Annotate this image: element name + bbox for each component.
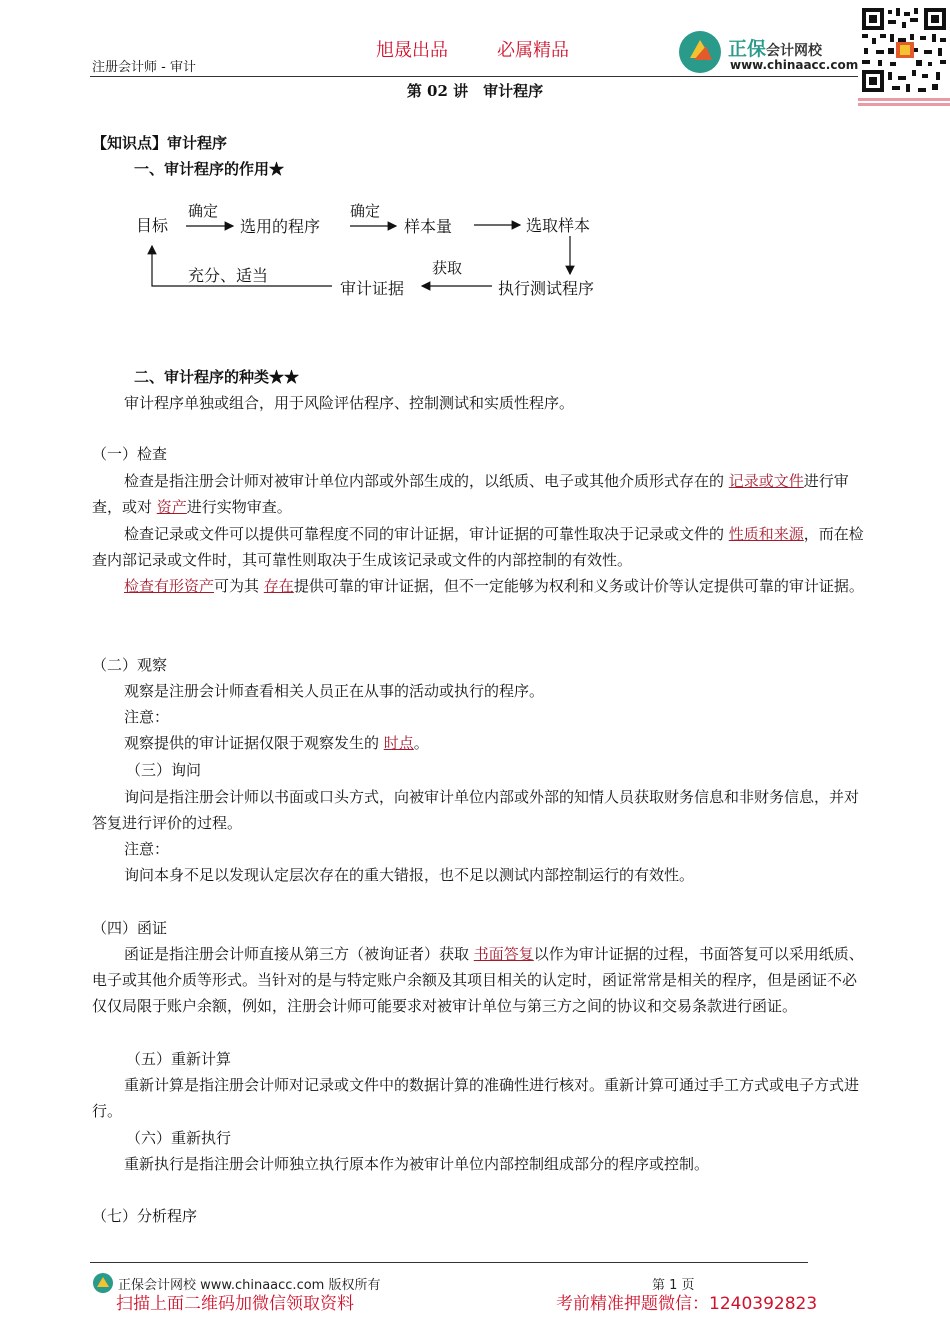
inspect-paragraph-1: 检查是指注册会计师对被审计单位内部或外部生成的，以纸质、电子或其他介质形式存在的 记录或文件进行审查，或对 资产进行实物审查。 xyxy=(92,472,849,516)
footer-qr-promo: 扫描上面二维码加微信领取资料 xyxy=(116,1294,354,1314)
footer-page-number: 第 1 页 xyxy=(652,1278,695,1293)
observe-paragraph-2: 观察提供的审计证据仅限于观察发生的 时点。 xyxy=(124,734,429,752)
diagram-node-select-procedure: 选用的程序 xyxy=(240,217,321,236)
inquiry-paragraph-2: 询问本身不足以发现认定层次存在的重大错报，也不足以测试内部控制运行的有效性。 xyxy=(124,866,695,884)
analytical-procedures-title: （七）分析程序 xyxy=(92,1207,198,1225)
footer-wechat-promo: 考前精准押题微信：1240392823 xyxy=(556,1294,818,1314)
reperformance-paragraph-1: 重新执行是指注册会计师独立执行原本作为被审计单位内部控制组成部分的程序或控制。 xyxy=(124,1155,710,1173)
header-course: 注册会计师 - 审计 xyxy=(92,60,196,75)
diagram-node-exec-test: 执行测试程序 xyxy=(498,279,595,298)
keyword-assets: 资产 xyxy=(156,498,187,516)
keyword-nature-source: 性质和来源 xyxy=(728,525,804,543)
diagram-node-target: 目标 xyxy=(136,216,169,235)
header-slogan-1: 旭晟出品 xyxy=(376,40,448,61)
diagram-label-sufficient: 充分、适当 xyxy=(188,266,269,285)
inquiry-paragraph-1: 询问是指注册会计师以书面或口头方式，向被审计单位内部或外部的知情人员获取财务信息和非财务信息，并对答复进行评价的过程。 xyxy=(92,788,860,832)
footer-copyright: 正保会计网校 www.chinaacc.com 版权所有 xyxy=(118,1278,381,1293)
inspect-title: （一）检查 xyxy=(92,445,168,463)
keyword-inspect-tangible-assets: 检查有形资产 xyxy=(124,577,215,595)
inquiry-title: （三）询问 xyxy=(126,761,202,779)
diagram-label-confirm-1: 确定 xyxy=(188,202,219,220)
recalculation-paragraph-1: 重新计算是指注册会计师对记录或文件中的数据计算的准确性进行核对。重新计算可通过手工方式或电子方式进行。 xyxy=(92,1076,860,1120)
header-slogan-2: 必属精品 xyxy=(497,40,569,61)
footer-divider xyxy=(90,1262,808,1263)
observe-paragraph-1: 观察是注册会计师查看相关人员正在从事的活动或执行的程序。 xyxy=(124,682,545,700)
keyword-written-reply: 书面答复 xyxy=(473,945,534,963)
lecture-title: 第 02 讲 审计程序 xyxy=(406,82,544,100)
confirmation-title: （四）函证 xyxy=(92,919,168,937)
logo-sub-text: 会计网校 xyxy=(766,43,823,59)
observe-title: （二）观察 xyxy=(92,656,168,674)
inquiry-note: 注意： xyxy=(124,840,170,858)
diagram-node-sample-size: 样本量 xyxy=(404,217,453,236)
diagram-label-obtain: 获取 xyxy=(432,259,463,277)
knowledge-point-title: 【知识点】审计程序 xyxy=(92,134,228,152)
section-2-title: 二、审计程序的种类★★ xyxy=(134,368,300,386)
confirmation-paragraph-1: 函证是指注册会计师直接从第三方（被询证者）获取 书面答复以作为审计证据的过程，书面答复可以采用纸质、电子或其他介质等形式。当针对的是与特定账户余额及其项目相关的认定时，函证常常是相关的程序，但是函证不必仅仅局限于账户余额，例如，注册会计师可能要求对被审计单位与第三方之间的协议和交易条款进行函证。 xyxy=(92,945,864,1015)
keyword-existence: 存在 xyxy=(263,577,294,595)
section-2-intro: 审计程序单独或组合，用于风险评估程序、控制测试和实质性程序。 xyxy=(124,394,575,412)
audit-procedure-flow-diagram xyxy=(120,190,640,310)
inspect-paragraph-3: 检查有形资产可为其 存在提供可靠的审计证据，但不一定能够为权利和义务或计价等认定提供可靠的审计证据。 xyxy=(124,577,864,595)
keyword-point-in-time: 时点 xyxy=(383,734,414,752)
section-1-title: 一、审计程序的作用★ xyxy=(134,160,285,178)
reperformance-title: （六）重新执行 xyxy=(126,1129,232,1147)
chinaacc-logo[interactable] xyxy=(678,28,858,78)
keyword-records-documents: 记录或文件 xyxy=(728,472,804,490)
diagram-node-audit-evidence: 审计证据 xyxy=(340,279,405,298)
diagram-node-select-sample: 选取样本 xyxy=(526,216,591,235)
logo-main-text: 正保 xyxy=(728,38,767,60)
logo-url: www.chinaacc.com xyxy=(730,58,859,72)
recalculation-title: （五）重新计算 xyxy=(126,1050,232,1068)
inspect-paragraph-2: 检查记录或文件可以提供可靠程度不同的审计证据，审计证据的可靠性取决于记录或文件的 性质和来源，而在检查内部记录或文件时，其可靠性则取决于生成该记录或文件的内部控制的有效性。 xyxy=(92,525,864,569)
diagram-label-confirm-2: 确定 xyxy=(350,202,381,220)
footer-logo-icon xyxy=(92,1272,114,1294)
observe-note: 注意： xyxy=(124,708,170,726)
